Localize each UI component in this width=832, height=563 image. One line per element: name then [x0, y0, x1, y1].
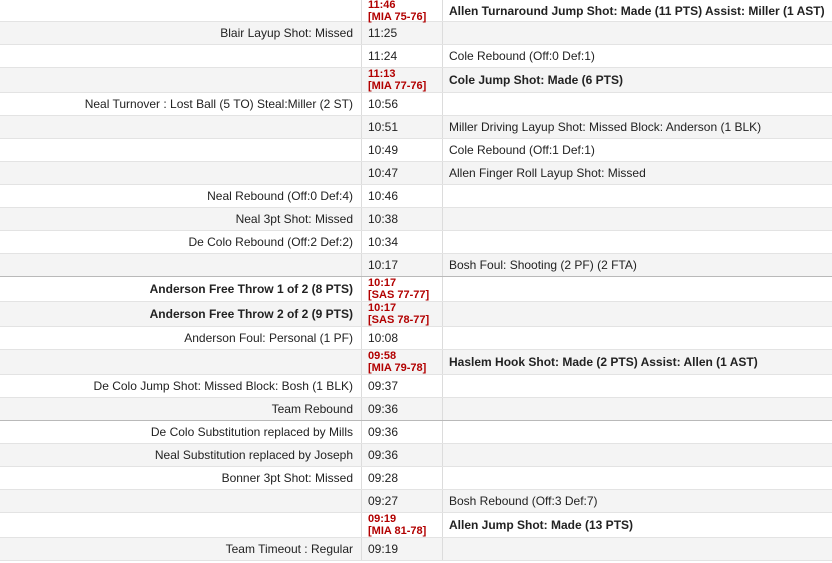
home-play-text: Allen Jump Shot: Made (13 PTS) [449, 518, 634, 532]
home-play-text: Allen Finger Roll Layup Shot: Missed [449, 166, 646, 180]
play-row [0, 444, 832, 467]
game-clock: 10:08 [368, 331, 399, 345]
play-row [0, 350, 832, 375]
play-row [0, 467, 832, 490]
play-row [0, 375, 832, 398]
game-clock: 09:58 [368, 350, 397, 362]
score-update: [MIA 75-76] [368, 10, 427, 23]
game-clock: 09:36 [368, 425, 399, 439]
time-cell [362, 277, 443, 301]
time-cell [362, 467, 443, 489]
game-clock: 11:24 [368, 49, 398, 63]
score-update: [MIA 81-78] [368, 525, 427, 537]
visitor-play-text: De Colo Rebound (Off:2 Def:2) [0, 231, 362, 253]
play-row [0, 68, 832, 93]
home-play-text [443, 208, 832, 230]
visitor-play-text: Neal Turnover : Lost Ball (5 TO) Steal:Miller (2 ST) [0, 93, 362, 115]
home-play-text: Cole Rebound (Off:0 Def:1) [449, 49, 595, 63]
time-cell [362, 398, 443, 420]
home-play-text: Haslem Hook Shot: Made (2 PTS) Assist: Allen (1 AST) [449, 355, 758, 369]
play-row [0, 22, 832, 45]
home-play-text: Miller Driving Layup Shot: Missed Block: Anderson (1 BLK) [449, 120, 762, 134]
game-clock: 09:36 [368, 402, 399, 416]
home-play-text [443, 277, 832, 301]
time-cell [362, 93, 443, 115]
home-play-text [443, 444, 832, 466]
visitor-play-text: Anderson Foul: Personal (1 PF) [0, 327, 362, 349]
play-row [0, 398, 832, 421]
visitor-play-text [0, 116, 362, 138]
visitor-play-text [0, 513, 362, 537]
home-play-text [443, 375, 832, 397]
time-cell [362, 350, 443, 374]
game-clock: 09:19 [368, 542, 399, 556]
time-cell [362, 208, 443, 230]
time-cell [362, 162, 443, 184]
play-row [0, 0, 832, 22]
play-row [0, 116, 832, 139]
time-cell [362, 254, 443, 276]
game-clock: 11:46 [368, 0, 396, 11]
game-clock: 10:17 [368, 302, 397, 314]
game-clock: 10:47 [368, 166, 399, 180]
play-row [0, 513, 832, 538]
play-row [0, 302, 832, 327]
home-play-text [443, 467, 832, 489]
play-row [0, 208, 832, 231]
visitor-play-text: De Colo Jump Shot: Missed Block: Bosh (1 BLK) [0, 375, 362, 397]
visitor-play-text [0, 45, 362, 67]
home-play-text [443, 93, 832, 115]
visitor-play-text: Neal 3pt Shot: Missed [0, 208, 362, 230]
visitor-play-text: Team Timeout : Regular [0, 538, 362, 560]
time-cell [362, 116, 443, 138]
game-clock: 10:17 [368, 258, 399, 272]
home-play-text [443, 231, 832, 253]
game-clock: 10:56 [368, 97, 399, 111]
visitor-play-text: De Colo Substitution replaced by Mills [0, 421, 362, 443]
visitor-play-text [0, 139, 362, 161]
game-clock: 09:28 [368, 471, 399, 485]
visitor-play-text [0, 350, 362, 374]
play-row [0, 93, 832, 116]
game-clock: 10:38 [368, 212, 399, 226]
play-row [0, 490, 832, 513]
visitor-play-text: Bonner 3pt Shot: Missed [0, 467, 362, 489]
home-play-text: Cole Jump Shot: Made (6 PTS) [449, 73, 624, 87]
time-cell [362, 538, 443, 560]
game-clock: 10:17 [368, 277, 397, 289]
time-cell [362, 22, 443, 44]
game-clock: 10:34 [368, 235, 399, 249]
game-clock: 10:51 [368, 120, 399, 134]
home-play-text [443, 327, 832, 349]
play-row [0, 231, 832, 254]
visitor-play-text: Anderson Free Throw 2 of 2 (9 PTS) [0, 302, 362, 326]
game-clock: 10:46 [368, 189, 399, 203]
time-cell [362, 421, 443, 443]
home-play-text: Bosh Rebound (Off:3 Def:7) [449, 494, 598, 508]
home-play-text [443, 302, 832, 326]
home-play-text [443, 538, 832, 560]
time-cell [362, 490, 443, 512]
home-play-text [443, 22, 832, 44]
visitor-play-text [0, 0, 362, 21]
time-cell [362, 45, 443, 67]
game-clock: 09:19 [368, 513, 397, 525]
home-play-text: Cole Rebound (Off:1 Def:1) [449, 143, 595, 157]
time-cell [362, 375, 443, 397]
play-row [0, 421, 832, 444]
game-clock: 09:36 [368, 448, 399, 462]
home-play-text: Bosh Foul: Shooting (2 PF) (2 FTA) [449, 258, 637, 272]
game-clock: 11:13 [368, 68, 396, 80]
game-clock: 09:37 [368, 379, 399, 393]
visitor-play-text: Neal Substitution replaced by Joseph [0, 444, 362, 466]
play-row [0, 538, 832, 561]
home-play-text: Allen Turnaround Jump Shot: Made (11 PTS) Assist: Miller (1 AST) [449, 3, 825, 18]
play-row [0, 162, 832, 185]
play-row [0, 277, 832, 302]
visitor-play-text: Team Rebound [0, 398, 362, 420]
game-clock: 09:27 [368, 494, 399, 508]
time-cell [362, 513, 443, 537]
time-cell [362, 444, 443, 466]
time-cell [362, 68, 443, 92]
visitor-play-text [0, 490, 362, 512]
visitor-play-text: Anderson Free Throw 1 of 2 (8 PTS) [0, 277, 362, 301]
time-cell [362, 0, 443, 21]
visitor-play-text: Blair Layup Shot: Missed [0, 22, 362, 44]
visitor-play-text [0, 254, 362, 276]
score-update: [SAS 78-77] [368, 314, 430, 326]
score-update: [MIA 77-76] [368, 80, 427, 92]
visitor-play-text: Neal Rebound (Off:0 Def:4) [0, 185, 362, 207]
game-clock: 11:25 [368, 26, 398, 40]
play-row [0, 185, 832, 208]
visitor-play-text [0, 162, 362, 184]
time-cell [362, 139, 443, 161]
time-cell [362, 185, 443, 207]
play-row [0, 45, 832, 68]
time-cell [362, 302, 443, 326]
play-row [0, 327, 832, 350]
score-update: [MIA 79-78] [368, 362, 427, 374]
visitor-play-text [0, 68, 362, 92]
home-play-text [443, 421, 832, 443]
time-cell [362, 327, 443, 349]
home-play-text [443, 398, 832, 420]
play-row [0, 139, 832, 162]
score-update: [SAS 77-77] [368, 289, 430, 301]
game-clock: 10:49 [368, 143, 399, 157]
time-cell [362, 231, 443, 253]
play-row [0, 254, 832, 277]
home-play-text [443, 185, 832, 207]
